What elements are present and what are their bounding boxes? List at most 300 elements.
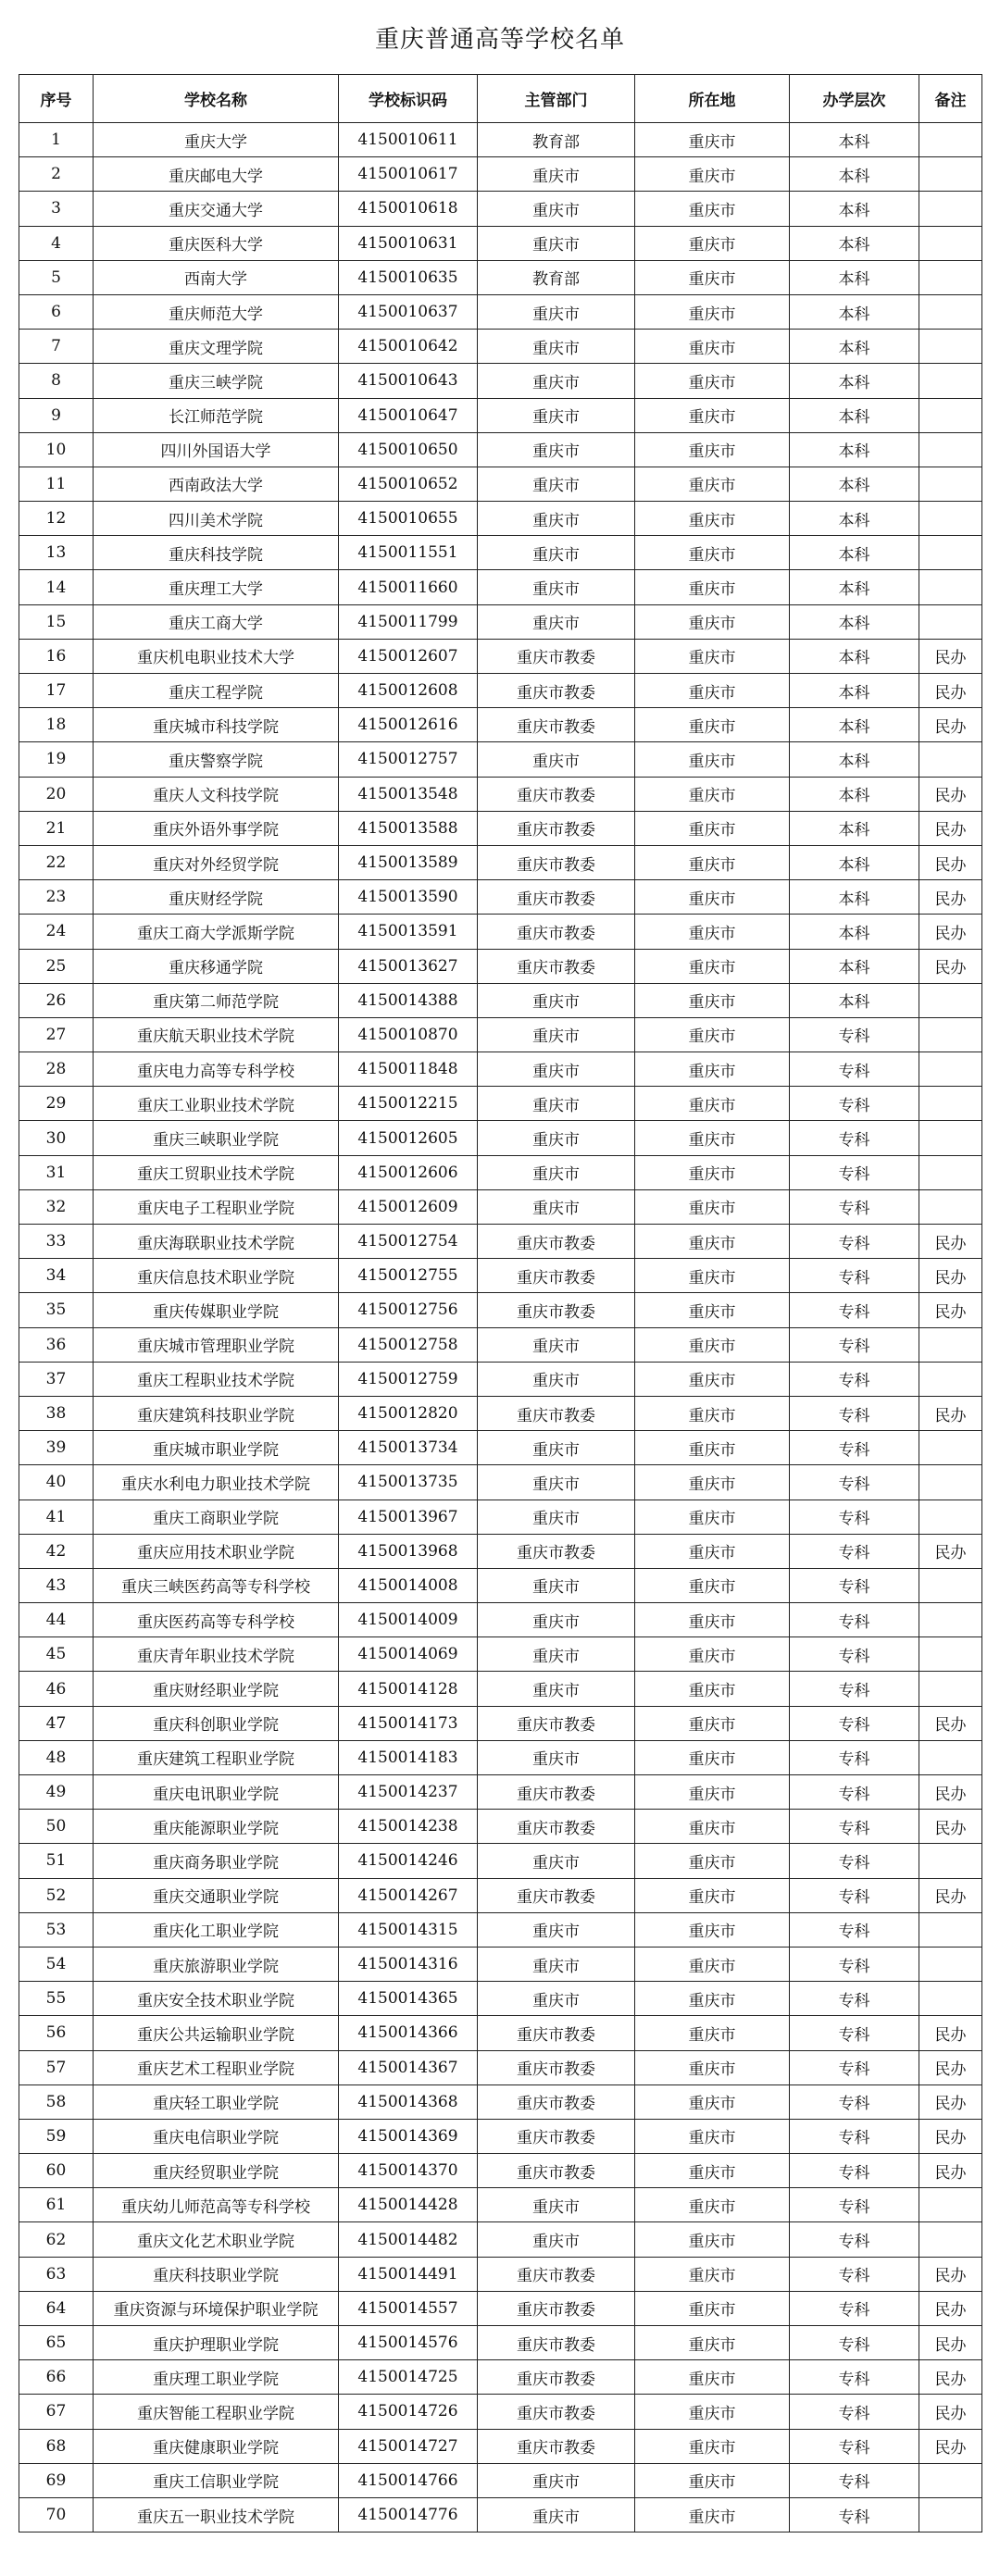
- cell-remark: [919, 1603, 982, 1637]
- table-row: [19, 1603, 982, 1637]
- cell-location: 重庆市: [635, 2222, 790, 2257]
- cell-remark: [919, 604, 982, 639]
- table-row: [19, 1155, 982, 1189]
- cell-school-code: 4150014009: [339, 1603, 478, 1637]
- cell-school-code: 4150014725: [339, 2360, 478, 2395]
- cell-level: 专科: [790, 1810, 919, 1844]
- cell-level: 专科: [790, 2326, 919, 2360]
- cell-school-name: 重庆理工职业学院: [94, 2360, 339, 2395]
- cell-remark: 民办: [919, 2326, 982, 2360]
- cell-location: 重庆市: [635, 330, 790, 364]
- cell-school-name: 西南政法大学: [94, 467, 339, 501]
- cell-location: 重庆市: [635, 1775, 790, 1810]
- cell-level: 本科: [790, 432, 919, 467]
- cell-location: 重庆市: [635, 570, 790, 604]
- cell-school-name: 四川外国语大学: [94, 432, 339, 467]
- cell-school-name: 西南大学: [94, 260, 339, 294]
- cell-location: 重庆市: [635, 2497, 790, 2532]
- cell-level: 专科: [790, 2016, 919, 2050]
- cell-remark: [919, 294, 982, 329]
- cell-index: 25: [19, 949, 94, 983]
- cell-remark: [919, 1052, 982, 1087]
- cell-location: 重庆市: [635, 260, 790, 294]
- cell-index: 48: [19, 1740, 94, 1774]
- cell-school-code: 4150014316: [339, 1947, 478, 1981]
- cell-school-name: 重庆科技学院: [94, 536, 339, 570]
- cell-school-name: 重庆商务职业学院: [94, 1844, 339, 1878]
- cell-location: 重庆市: [635, 1259, 790, 1293]
- cell-location: 重庆市: [635, 467, 790, 501]
- cell-index: 67: [19, 2395, 94, 2429]
- cell-level: 专科: [790, 1500, 919, 1534]
- cell-index: 4: [19, 226, 94, 260]
- cell-remark: 民办: [919, 2119, 982, 2153]
- cell-index: 27: [19, 1017, 94, 1052]
- cell-authority: 重庆市教委: [478, 777, 635, 811]
- table-row: [19, 467, 982, 501]
- cell-location: 重庆市: [635, 1672, 790, 1706]
- cell-school-code: 4150010870: [339, 1017, 478, 1052]
- table-row: [19, 1844, 982, 1878]
- cell-authority: 重庆市: [478, 467, 635, 501]
- cell-authority: 教育部: [478, 260, 635, 294]
- cell-remark: 民办: [919, 880, 982, 915]
- cell-remark: 民办: [919, 915, 982, 949]
- cell-authority: 重庆市教委: [478, 811, 635, 845]
- table-row: [19, 1362, 982, 1396]
- table-row: [19, 915, 982, 949]
- cell-school-code: 4150014183: [339, 1740, 478, 1774]
- cell-location: 重庆市: [635, 2016, 790, 2050]
- cell-index: 56: [19, 2016, 94, 2050]
- cell-remark: [919, 192, 982, 226]
- cell-school-code: 4150012754: [339, 1225, 478, 1259]
- cell-remark: [919, 1912, 982, 1947]
- cell-index: 68: [19, 2429, 94, 2463]
- cell-school-code: 4150012758: [339, 1327, 478, 1362]
- cell-authority: 重庆市: [478, 2188, 635, 2222]
- cell-index: 14: [19, 570, 94, 604]
- cell-authority: 重庆市教委: [478, 2257, 635, 2291]
- cell-authority: 重庆市: [478, 432, 635, 467]
- cell-location: 重庆市: [635, 1810, 790, 1844]
- table-row: [19, 639, 982, 673]
- cell-school-name: 重庆对外经贸学院: [94, 845, 339, 879]
- cell-authority: 重庆市: [478, 2463, 635, 2497]
- cell-level: 专科: [790, 1396, 919, 1430]
- cell-level: 专科: [790, 1017, 919, 1052]
- cell-index: 10: [19, 432, 94, 467]
- cell-school-code: 4150010647: [339, 398, 478, 432]
- cell-school-name: 重庆轻工职业学院: [94, 2084, 339, 2119]
- cell-school-code: 4150014365: [339, 1982, 478, 2016]
- cell-level: 专科: [790, 1878, 919, 1912]
- cell-index: 57: [19, 2050, 94, 2084]
- cell-school-name: 重庆文理学院: [94, 330, 339, 364]
- table-row: [19, 1189, 982, 1224]
- cell-location: 重庆市: [635, 777, 790, 811]
- table-row: [19, 1672, 982, 1706]
- cell-school-name: 重庆大学: [94, 123, 339, 157]
- cell-remark: [919, 2188, 982, 2222]
- table-row: [19, 2016, 982, 2050]
- cell-remark: 民办: [919, 2360, 982, 2395]
- cell-school-name: 长江师范学院: [94, 398, 339, 432]
- table-row: [19, 1327, 982, 1362]
- cell-remark: [919, 2497, 982, 2532]
- table-row: [19, 1706, 982, 1740]
- cell-location: 重庆市: [635, 157, 790, 192]
- cell-authority: 重庆市: [478, 1052, 635, 1087]
- cell-school-name: 重庆警察学院: [94, 742, 339, 777]
- cell-school-name: 重庆五一职业技术学院: [94, 2497, 339, 2532]
- cell-level: 专科: [790, 2257, 919, 2291]
- cell-school-name: 重庆交通大学: [94, 192, 339, 226]
- cell-school-name: 重庆工商职业学院: [94, 1500, 339, 1534]
- cell-index: 16: [19, 639, 94, 673]
- cell-index: 66: [19, 2360, 94, 2395]
- cell-level: 本科: [790, 949, 919, 983]
- table-row: [19, 742, 982, 777]
- cell-authority: 重庆市教委: [478, 845, 635, 879]
- cell-school-name: 重庆医科大学: [94, 226, 339, 260]
- cell-school-code: 4150012215: [339, 1087, 478, 1121]
- cell-index: 9: [19, 398, 94, 432]
- cell-level: 本科: [790, 398, 919, 432]
- cell-authority: 重庆市: [478, 1087, 635, 1121]
- cell-school-name: 重庆电信职业学院: [94, 2119, 339, 2153]
- cell-remark: [919, 502, 982, 536]
- cell-index: 1: [19, 123, 94, 157]
- cell-school-name: 重庆城市职业学院: [94, 1431, 339, 1465]
- cell-authority: 重庆市: [478, 1568, 635, 1602]
- cell-school-code: 4150013735: [339, 1465, 478, 1500]
- cell-index: 38: [19, 1396, 94, 1430]
- cell-authority: 重庆市: [478, 294, 635, 329]
- cell-authority: 重庆市教委: [478, 2291, 635, 2325]
- cell-school-code: 4150010642: [339, 330, 478, 364]
- cell-school-code: 4150012757: [339, 742, 478, 777]
- cell-index: 41: [19, 1500, 94, 1534]
- cell-index: 15: [19, 604, 94, 639]
- table-row: [19, 432, 982, 467]
- cell-remark: 民办: [919, 1810, 982, 1844]
- cell-authority: 重庆市: [478, 330, 635, 364]
- cell-location: 重庆市: [635, 2429, 790, 2463]
- cell-level: 本科: [790, 330, 919, 364]
- table-row: [19, 2154, 982, 2188]
- cell-school-code: 4150014367: [339, 2050, 478, 2084]
- cell-location: 重庆市: [635, 983, 790, 1017]
- cell-school-name: 重庆海联职业技术学院: [94, 1225, 339, 1259]
- cell-location: 重庆市: [635, 226, 790, 260]
- cell-index: 12: [19, 502, 94, 536]
- cell-school-code: 4150010655: [339, 502, 478, 536]
- cell-index: 5: [19, 260, 94, 294]
- cell-authority: 重庆市教委: [478, 2429, 635, 2463]
- column-header-index: 序号: [19, 75, 94, 123]
- table-row: [19, 674, 982, 708]
- cell-school-name: 重庆科技职业学院: [94, 2257, 339, 2291]
- cell-level: 专科: [790, 2154, 919, 2188]
- cell-school-code: 4150012755: [339, 1259, 478, 1293]
- cell-index: 52: [19, 1878, 94, 1912]
- cell-school-name: 重庆工商大学派斯学院: [94, 915, 339, 949]
- cell-level: 专科: [790, 2395, 919, 2429]
- cell-location: 重庆市: [635, 432, 790, 467]
- cell-index: 8: [19, 364, 94, 398]
- cell-index: 58: [19, 2084, 94, 2119]
- cell-school-code: 4150014267: [339, 1878, 478, 1912]
- cell-location: 重庆市: [635, 1534, 790, 1568]
- cell-location: 重庆市: [635, 2360, 790, 2395]
- cell-level: 专科: [790, 2497, 919, 2532]
- cell-level: 专科: [790, 2050, 919, 2084]
- cell-level: 本科: [790, 536, 919, 570]
- cell-school-code: 4150013548: [339, 777, 478, 811]
- cell-authority: 重庆市: [478, 192, 635, 226]
- cell-school-code: 4150014766: [339, 2463, 478, 2497]
- cell-location: 重庆市: [635, 1017, 790, 1052]
- cell-location: 重庆市: [635, 192, 790, 226]
- cell-index: 46: [19, 1672, 94, 1706]
- cell-authority: 重庆市教委: [478, 1706, 635, 1740]
- cell-location: 重庆市: [635, 2050, 790, 2084]
- cell-school-code: 4150010637: [339, 294, 478, 329]
- cell-remark: 民办: [919, 2050, 982, 2084]
- cell-school-code: 4150011848: [339, 1052, 478, 1087]
- cell-remark: [919, 983, 982, 1017]
- cell-authority: 重庆市: [478, 536, 635, 570]
- table-body: [19, 123, 982, 2532]
- cell-remark: 民办: [919, 1706, 982, 1740]
- table-row: [19, 1568, 982, 1602]
- cell-school-name: 重庆城市科技学院: [94, 708, 339, 742]
- cell-school-code: 4150014069: [339, 1637, 478, 1672]
- cell-remark: [919, 1568, 982, 1602]
- table-row: [19, 1087, 982, 1121]
- cell-school-code: 4150012605: [339, 1121, 478, 1155]
- cell-level: 本科: [790, 192, 919, 226]
- column-header-location: 所在地: [635, 75, 790, 123]
- table-row: [19, 1637, 982, 1672]
- table-row: [19, 1982, 982, 2016]
- cell-level: 专科: [790, 1947, 919, 1981]
- cell-location: 重庆市: [635, 949, 790, 983]
- cell-remark: 民办: [919, 1259, 982, 1293]
- table-row: [19, 949, 982, 983]
- cell-remark: [919, 123, 982, 157]
- cell-remark: [919, 1500, 982, 1534]
- cell-school-code: 4150014008: [339, 1568, 478, 1602]
- cell-school-code: 4150010650: [339, 432, 478, 467]
- cell-school-name: 重庆经贸职业学院: [94, 2154, 339, 2188]
- table-row: [19, 330, 982, 364]
- cell-school-name: 重庆科创职业学院: [94, 1706, 339, 1740]
- table-row: [19, 2119, 982, 2153]
- cell-remark: [919, 1844, 982, 1878]
- table-row: [19, 536, 982, 570]
- cell-remark: [919, 1982, 982, 2016]
- cell-school-code: 4150013967: [339, 1500, 478, 1534]
- cell-school-name: 重庆财经学院: [94, 880, 339, 915]
- cell-location: 重庆市: [635, 1052, 790, 1087]
- cell-authority: 重庆市: [478, 2497, 635, 2532]
- cell-remark: [919, 1327, 982, 1362]
- column-header-level: 办学层次: [790, 75, 919, 123]
- cell-school-name: 重庆第二师范学院: [94, 983, 339, 1017]
- cell-level: 专科: [790, 1912, 919, 1947]
- cell-remark: 民办: [919, 1534, 982, 1568]
- cell-index: 44: [19, 1603, 94, 1637]
- cell-school-name: 重庆航天职业技术学院: [94, 1017, 339, 1052]
- cell-school-code: 4150010635: [339, 260, 478, 294]
- cell-index: 29: [19, 1087, 94, 1121]
- cell-location: 重庆市: [635, 1396, 790, 1430]
- cell-remark: [919, 157, 982, 192]
- table-row: [19, 260, 982, 294]
- cell-school-name: 重庆化工职业学院: [94, 1912, 339, 1947]
- cell-authority: 重庆市教委: [478, 2395, 635, 2429]
- cell-remark: [919, 1155, 982, 1189]
- cell-index: 21: [19, 811, 94, 845]
- cell-level: 专科: [790, 1982, 919, 2016]
- cell-school-code: 4150013734: [339, 1431, 478, 1465]
- cell-authority: 重庆市: [478, 502, 635, 536]
- cell-school-code: 4150010652: [339, 467, 478, 501]
- cell-remark: [919, 536, 982, 570]
- cell-authority: 重庆市教委: [478, 1775, 635, 1810]
- cell-level: 专科: [790, 1121, 919, 1155]
- cell-remark: [919, 1362, 982, 1396]
- cell-index: 26: [19, 983, 94, 1017]
- cell-remark: [919, 226, 982, 260]
- cell-level: 本科: [790, 364, 919, 398]
- cell-index: 19: [19, 742, 94, 777]
- cell-level: 专科: [790, 2463, 919, 2497]
- cell-remark: 民办: [919, 2084, 982, 2119]
- cell-school-code: 4150010617: [339, 157, 478, 192]
- cell-authority: 重庆市: [478, 1327, 635, 1362]
- cell-location: 重庆市: [635, 880, 790, 915]
- cell-school-name: 重庆建筑工程职业学院: [94, 1740, 339, 1774]
- cell-index: 34: [19, 1259, 94, 1293]
- table-row: [19, 1396, 982, 1430]
- cell-school-code: 4150014727: [339, 2429, 478, 2463]
- cell-location: 重庆市: [635, 674, 790, 708]
- cell-level: 本科: [790, 811, 919, 845]
- cell-level: 专科: [790, 1672, 919, 1706]
- cell-location: 重庆市: [635, 1878, 790, 1912]
- table-row: [19, 2291, 982, 2325]
- column-header-school-code: 学校标识码: [339, 75, 478, 123]
- cell-index: 54: [19, 1947, 94, 1981]
- cell-school-code: 4150014246: [339, 1844, 478, 1878]
- cell-location: 重庆市: [635, 1740, 790, 1774]
- cell-school-name: 重庆应用技术职业学院: [94, 1534, 339, 1568]
- cell-school-code: 4150014238: [339, 1810, 478, 1844]
- cell-school-name: 重庆艺术工程职业学院: [94, 2050, 339, 2084]
- cell-remark: [919, 1087, 982, 1121]
- cell-index: 31: [19, 1155, 94, 1189]
- cell-index: 24: [19, 915, 94, 949]
- table-row: [19, 2360, 982, 2395]
- cell-school-name: 重庆机电职业技术大学: [94, 639, 339, 673]
- cell-level: 本科: [790, 294, 919, 329]
- cell-school-code: 4150014368: [339, 2084, 478, 2119]
- cell-authority: 重庆市: [478, 604, 635, 639]
- cell-authority: 重庆市: [478, 1017, 635, 1052]
- table-row: [19, 502, 982, 536]
- cell-authority: 重庆市教委: [478, 639, 635, 673]
- cell-level: 专科: [790, 1189, 919, 1224]
- cell-school-name: 重庆水利电力职业技术学院: [94, 1465, 339, 1500]
- cell-index: 11: [19, 467, 94, 501]
- cell-level: 专科: [790, 1568, 919, 1602]
- table-row: [19, 1293, 982, 1327]
- cell-authority: 重庆市: [478, 1155, 635, 1189]
- cell-level: 本科: [790, 777, 919, 811]
- table-row: [19, 811, 982, 845]
- cell-school-code: 4150013591: [339, 915, 478, 949]
- cell-school-code: 4150012820: [339, 1396, 478, 1430]
- cell-authority: 重庆市: [478, 1844, 635, 1878]
- table-row: [19, 1431, 982, 1465]
- cell-school-code: 4150012608: [339, 674, 478, 708]
- cell-level: 专科: [790, 1155, 919, 1189]
- cell-school-code: 4150011799: [339, 604, 478, 639]
- cell-location: 重庆市: [635, 1706, 790, 1740]
- cell-authority: 重庆市: [478, 742, 635, 777]
- cell-remark: [919, 1465, 982, 1500]
- cell-school-name: 重庆工商大学: [94, 604, 339, 639]
- cell-authority: 重庆市教委: [478, 2084, 635, 2119]
- table-row: [19, 2395, 982, 2429]
- cell-location: 重庆市: [635, 2084, 790, 2119]
- cell-authority: 重庆市教委: [478, 708, 635, 742]
- cell-school-code: 4150012759: [339, 1362, 478, 1396]
- cell-remark: 民办: [919, 1878, 982, 1912]
- cell-index: 23: [19, 880, 94, 915]
- cell-school-name: 重庆安全技术职业学院: [94, 1982, 339, 2016]
- column-header-school-name: 学校名称: [94, 75, 339, 123]
- cell-index: 43: [19, 1568, 94, 1602]
- table-row: [19, 192, 982, 226]
- cell-location: 重庆市: [635, 708, 790, 742]
- table-header-row: [19, 75, 982, 123]
- cell-level: 本科: [790, 502, 919, 536]
- cell-authority: 重庆市: [478, 1637, 635, 1672]
- cell-index: 65: [19, 2326, 94, 2360]
- cell-level: 专科: [790, 1775, 919, 1810]
- cell-school-code: 4150014557: [339, 2291, 478, 2325]
- cell-level: 本科: [790, 157, 919, 192]
- cell-school-code: 4150012606: [339, 1155, 478, 1189]
- cell-remark: 民办: [919, 845, 982, 879]
- cell-level: 专科: [790, 2119, 919, 2153]
- cell-school-code: 4150014315: [339, 1912, 478, 1947]
- cell-level: 本科: [790, 570, 919, 604]
- cell-level: 专科: [790, 1225, 919, 1259]
- table-row: [19, 1947, 982, 1981]
- cell-school-code: 4150014482: [339, 2222, 478, 2257]
- cell-index: 62: [19, 2222, 94, 2257]
- table-row: [19, 2222, 982, 2257]
- cell-level: 专科: [790, 2222, 919, 2257]
- cell-school-code: 4150010643: [339, 364, 478, 398]
- cell-school-code: 4150014388: [339, 983, 478, 1017]
- cell-authority: 重庆市教委: [478, 2326, 635, 2360]
